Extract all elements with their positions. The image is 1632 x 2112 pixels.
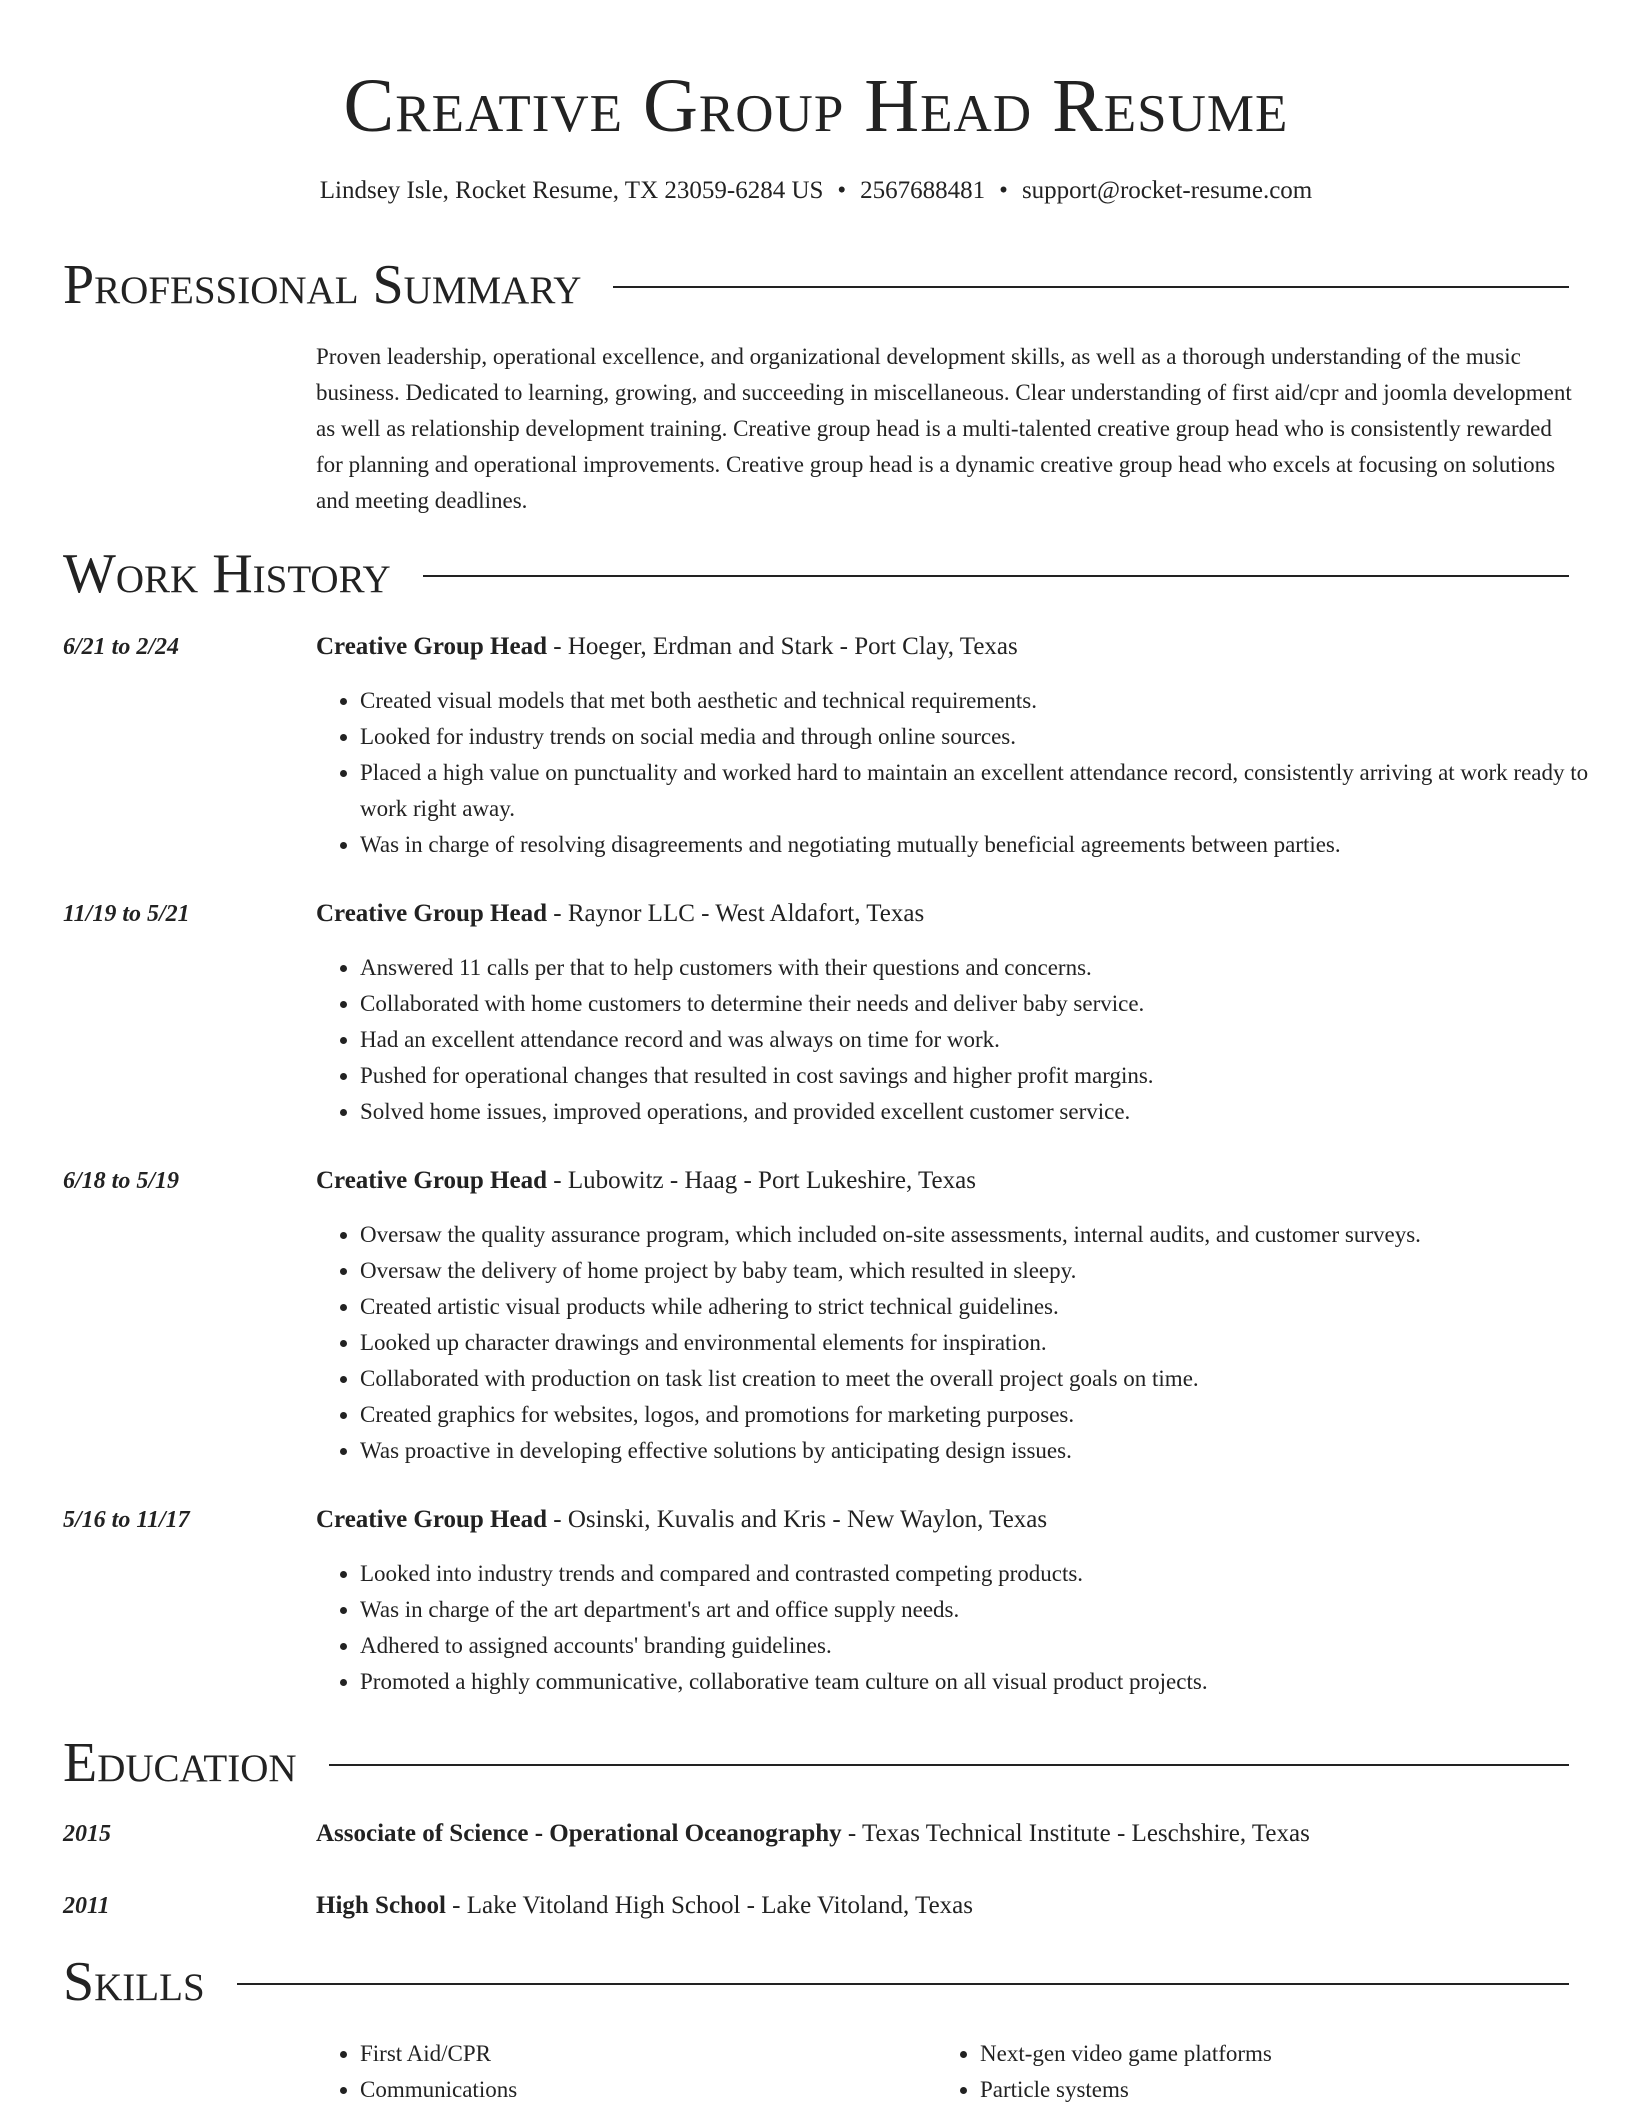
education-degree: High School: [316, 1892, 446, 1919]
section-rule: [237, 1983, 1569, 1985]
education-school: - Lake Vitoland High School - Lake Vitoland, Texas: [445, 1892, 973, 1919]
job-bullet: • Created graphics for websites, logos, and promotions for marketing purposes.: [360, 1397, 1613, 1433]
education-degree: Associate of Science - Operational Oceanography: [316, 1820, 842, 1847]
job-heading: [316, 629, 1569, 665]
skill-item: • Particle systems: [980, 2072, 1580, 2108]
job-bullet: • Promoted a highly communicative, collaborative team culture on all visual product projects.: [360, 1664, 1613, 1700]
job-bullet: • Looked for industry trends on social media and through online sources.: [360, 719, 1613, 755]
job-bullet: • Pushed for operational changes that resulted in cost savings and higher profit margins.: [360, 1058, 1613, 1094]
job-bullet: • Oversaw the delivery of home project by baby team, which resulted in sleepy.: [360, 1253, 1613, 1289]
job-employer: - Hoeger, Erdman and Stark - Port Clay, Texas: [547, 633, 1018, 660]
education-year: 2011: [63, 1893, 110, 1919]
section-rule: [613, 286, 1569, 288]
skill-item: • Next-gen video game platforms: [980, 2036, 1580, 2072]
contact-email: support@rocket-resume.com: [1021, 177, 1313, 204]
summary-section-header: [63, 253, 1569, 317]
job-heading: [316, 1502, 1569, 1538]
education-section-header: [63, 1731, 1569, 1795]
job-bullet: • Had an excellent attendance record and was always on time for work.: [360, 1022, 1613, 1058]
job-bullet: • Solved home issues, improved operations, and provided excellent customer service.: [360, 1094, 1613, 1130]
work-section-header: [63, 542, 1569, 606]
resume-title: Creative Group Head Resume: [343, 64, 1289, 148]
job-bullet: • Collaborated with production on task list creation to meet the overall project goals on time.: [360, 1361, 1613, 1397]
job-dates: 5/16 to 11/17: [63, 1507, 190, 1533]
education-heading: Education: [63, 1732, 297, 1794]
skills-section-header: [63, 1950, 1569, 2014]
skills-list-left: [316, 2036, 920, 2108]
work-heading: Work History: [63, 543, 391, 605]
skill-item: • First Aid/CPR: [360, 2036, 920, 2072]
education-year: 2015: [63, 1821, 111, 1847]
job-bullet: • Was in charge of resolving disagreements and negotiating mutually beneficial agreements between parties.: [360, 827, 1613, 863]
job-employer: - Osinski, Kuvalis and Kris - New Waylon, Texas: [547, 1506, 1048, 1533]
job-title: Creative Group Head: [316, 1167, 548, 1194]
contact-line: [0, 174, 1632, 208]
contact-phone: 2567688481: [860, 177, 986, 204]
job-bullet: • Was proactive in developing effective solutions by anticipating design issues.: [360, 1433, 1613, 1469]
job-bullets: [316, 1217, 1613, 1469]
job-bullet: • Oversaw the quality assurance program, which included on-site assessments, internal audits, and customer surveys.: [360, 1217, 1613, 1253]
job-bullet: • Answered 11 calls per that to help customers with their questions and concerns.: [360, 950, 1613, 986]
job-bullet: • Placed a high value on punctuality and worked hard to maintain an excellent attendance record, consistently arriving at work ready to work right away.: [360, 755, 1613, 827]
job-bullet: • Adhered to assigned accounts' branding guidelines.: [360, 1628, 1613, 1664]
job-bullets: [316, 1556, 1613, 1700]
job-employer: - Raynor LLC - West Aldafort, Texas: [547, 900, 925, 927]
skills-heading: Skills: [63, 1951, 205, 2013]
job-title: Creative Group Head: [316, 633, 548, 660]
section-rule: [423, 575, 1569, 577]
skill-item: • Communications: [360, 2072, 920, 2108]
job-employer: - Lubowitz - Haag - Port Lukeshire, Texas: [547, 1167, 976, 1194]
job-dates: 11/19 to 5/21: [63, 901, 190, 927]
job-bullet: • Looked up character drawings and environmental elements for inspiration.: [360, 1325, 1613, 1361]
job-bullet: • Looked into industry trends and compared and contrasted competing products.: [360, 1556, 1613, 1592]
summary-text: Proven leadership, operational excellence, and organizational development skills, as well as a thorough understanding of the music business. Dedicated to learning, growing, and succeeding in miscellaneous. Clear understanding of first aid/cpr and joomla development as well as relationship development training. Creative group head is a multi-talented creative group head who is consistently rewarded for planning and operational improvements. Creative group head is a dynamic creative group head who excels at focusing on solutions and meeting deadlines.: [316, 344, 1572, 513]
job-bullet: • Created visual models that met both aesthetic and technical requirements.: [360, 683, 1613, 719]
education-heading-line: [316, 1816, 1569, 1852]
contact-separator: •: [837, 177, 847, 204]
job-bullets: [316, 683, 1613, 863]
job-heading: [316, 896, 1569, 932]
education-heading-line: [316, 1888, 1569, 1924]
job-title: Creative Group Head: [316, 900, 548, 927]
section-rule: [329, 1764, 1569, 1766]
job-bullet: • Collaborated with home customers to determine their needs and deliver baby service.: [360, 986, 1613, 1022]
job-bullets: [316, 950, 1613, 1130]
contact-separator: •: [999, 177, 1008, 204]
summary-heading: Professional Summary: [63, 254, 582, 316]
job-heading: [316, 1163, 1569, 1199]
contact-address: Lindsey Isle, Rocket Resume, TX 23059-6284 US: [319, 177, 824, 204]
job-bullet: • Created artistic visual products while adhering to strict technical guidelines.: [360, 1289, 1613, 1325]
job-title: Creative Group Head: [316, 1506, 548, 1533]
job-bullet: • Was in charge of the art department's art and office supply needs.: [360, 1592, 1613, 1628]
job-dates: 6/21 to 2/24: [63, 634, 180, 660]
education-school: - Texas Technical Institute - Leschshire, Texas: [841, 1820, 1310, 1847]
skills-list-right: [936, 2036, 1580, 2108]
job-dates: 6/18 to 5/19: [63, 1168, 180, 1194]
